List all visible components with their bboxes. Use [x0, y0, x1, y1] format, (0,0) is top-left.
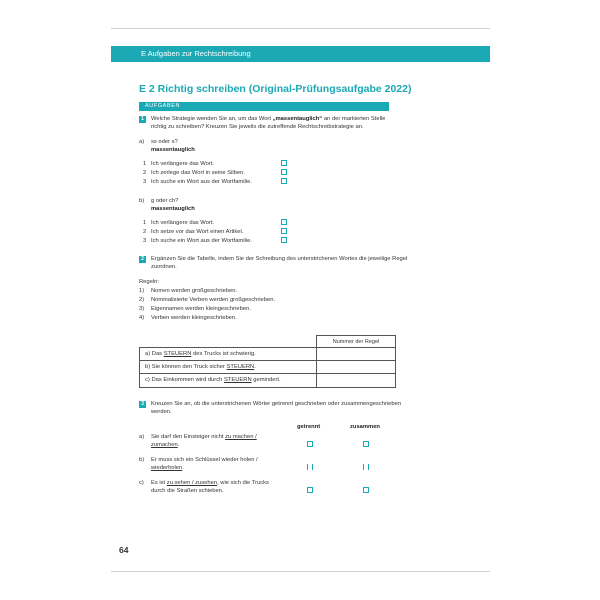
rule1-text: Nomen werden großgeschrieben. — [151, 288, 238, 294]
task1a-opt1: Ich verlängere das Wort. — [151, 161, 215, 167]
task3b-post: . — [182, 465, 184, 471]
row-a-pre: a) Das — [145, 351, 164, 357]
task3a-label: a) — [139, 434, 145, 440]
task1a-opt1-num: 1 — [143, 161, 147, 167]
task1a-opt2-checkbox[interactable] — [281, 169, 287, 175]
task3a-line1 — [151, 433, 257, 441]
task1a-opt2: Ich zerlege das Wort in seine Silben. — [151, 170, 245, 176]
task1-instruction-line2: richtig zu schreiben? Kreuzen Sie jeweils die zutreffende Rechtschreibstrategie an. — [151, 124, 364, 130]
task3b-zusammen-checkbox[interactable] — [363, 464, 369, 470]
rule3-text: Eigennamen werden kleingeschrieben. — [151, 306, 251, 312]
bottom-rule — [111, 571, 490, 572]
table-row — [140, 361, 395, 374]
regeln-label: Regeln: — [139, 279, 159, 285]
chapter-banner: E Aufgaben zur Rechtschreibung — [111, 46, 490, 62]
task1b-opt2-checkbox[interactable] — [281, 228, 287, 234]
top-rule — [111, 28, 490, 29]
task2-number: 2 — [139, 256, 146, 263]
task1a-opt1-checkbox[interactable] — [281, 160, 287, 166]
task3-number: 3 — [139, 401, 146, 408]
task3a-pre: Sie darf den Einsteiger nicht — [151, 434, 226, 440]
task3c-zusammen-checkbox[interactable] — [363, 487, 369, 493]
table-row — [140, 374, 395, 387]
row-b-underlined: STEUERN — [226, 364, 255, 370]
task1b-opt3-num: 3 — [143, 238, 147, 244]
table-cell-sentence — [140, 374, 317, 387]
row-b-post: . — [254, 364, 256, 370]
task1-instruction-line1 — [151, 115, 385, 123]
column-getrennt: getrennt — [297, 424, 321, 430]
rule2-text: Nominalisierte Verben werden großgeschrieben. — [151, 297, 276, 303]
row-c-pre: c) Das Einkommen wird durch — [145, 377, 224, 383]
task3a-underlined2: zumachen — [151, 442, 178, 448]
task1b-opt1-checkbox[interactable] — [281, 219, 287, 225]
rule1-num: 1) — [139, 288, 145, 294]
table-header-rule-number: Nummer der Regel — [316, 335, 396, 348]
task3a-zusammen-checkbox[interactable] — [363, 441, 369, 447]
task3c-label: c) — [139, 480, 144, 486]
row-a-underlined: STEUERN — [163, 351, 192, 357]
row-c-underlined: STEUERN — [223, 377, 252, 383]
task3a-getrennt-checkbox[interactable] — [307, 441, 313, 447]
task1b-opt2-num: 2 — [143, 229, 147, 235]
task3b-underlined: wiederholen — [151, 465, 183, 471]
task2-instruction-line2: zuordnen. — [151, 264, 177, 270]
page-number: 64 — [119, 545, 129, 555]
task1b-opt3-checkbox[interactable] — [281, 237, 287, 243]
aufgaben-label: AUFGABEN — [139, 102, 389, 111]
table-cell-sentence — [140, 361, 317, 373]
task1a-opt3-num: 3 — [143, 179, 147, 185]
row-c-post: gemindert. — [251, 377, 281, 383]
task3-instruction-line1: Kreuzen Sie an, ob die unterstrichenen Wörter getrennt geschrieben oder zusammengeschrieben — [151, 401, 402, 407]
column-zusammen: zusammen — [350, 424, 380, 430]
task3a-line2 — [151, 441, 179, 449]
task1-instr-part3: an der markierten Stelle — [322, 116, 386, 122]
task1a-word1: ss oder s? — [151, 139, 178, 145]
task3a-post: . — [177, 442, 180, 448]
task1b-opt3: Ich suche ein Wort aus der Wortfamilie. — [151, 238, 252, 244]
task1b-opt1: Ich verlängere das Wort. — [151, 220, 215, 226]
section-title: E 2 Richtig schreiben (Original-Prüfungsaufgabe 2022) — [139, 83, 412, 95]
task3c-line1 — [151, 479, 269, 487]
task3b-line2 — [151, 464, 184, 472]
task1-instr-keyword: „massentauglich“ — [272, 116, 323, 122]
task1a-opt3: Ich suche ein Wort aus der Wortfamilie. — [151, 179, 252, 185]
task1b-label: b) — [139, 198, 145, 204]
row-b-pre: b) Sie können den Truck sicher — [145, 364, 227, 370]
task1-number: 1 — [139, 116, 146, 123]
table-row — [140, 348, 395, 361]
task1b-opt1-num: 1 — [143, 220, 147, 226]
rule2-num: 2) — [139, 297, 145, 303]
task1b-opt2: Ich setze vor das Wort einen Artikel. — [151, 229, 244, 235]
task3c-pre: Es ist — [151, 480, 167, 486]
task1a-label: a) — [139, 139, 145, 145]
task3-instruction-line2: werden. — [151, 409, 172, 415]
task1b-word2: massentauglich — [151, 206, 195, 212]
row-a-post: des Trucks ist schwierig. — [191, 351, 256, 357]
task3b-getrennt-checkbox[interactable] — [307, 464, 313, 470]
rule4-num: 4) — [139, 315, 145, 321]
task1a-opt3-checkbox[interactable] — [281, 178, 287, 184]
task1-instr-part1: Welche Strategie wenden Sie an, um das Wort — [151, 116, 273, 122]
task3c-line2: durch die Straßen schieben. — [151, 488, 224, 494]
task3a-underlined1: zu machen / — [225, 434, 257, 440]
task3b-label: b) — [139, 457, 145, 463]
task3b-line1: Er muss sich ein Schlüssel wieder holen / — [151, 457, 258, 463]
rule-table — [139, 347, 396, 388]
task1a-word2: massentauglich — [151, 147, 195, 153]
table-cell-sentence — [140, 348, 317, 360]
task3c-getrennt-checkbox[interactable] — [307, 487, 313, 493]
task2-instruction-line1: Ergänzen Sie die Tabelle, indem Sie der Schreibung des unterstrichenen Wortes die jeweilige Regel — [151, 256, 408, 262]
task1b-word1: g oder ch? — [151, 198, 179, 204]
rule4-text: Verben werden kleingeschrieben. — [151, 315, 237, 321]
rule3-num: 3) — [139, 306, 145, 312]
task3c-underlined: zu sehen / zusehen — [166, 480, 218, 486]
task3c-post: , wie sich die Trucks — [217, 480, 269, 486]
task1a-opt2-num: 2 — [143, 170, 147, 176]
